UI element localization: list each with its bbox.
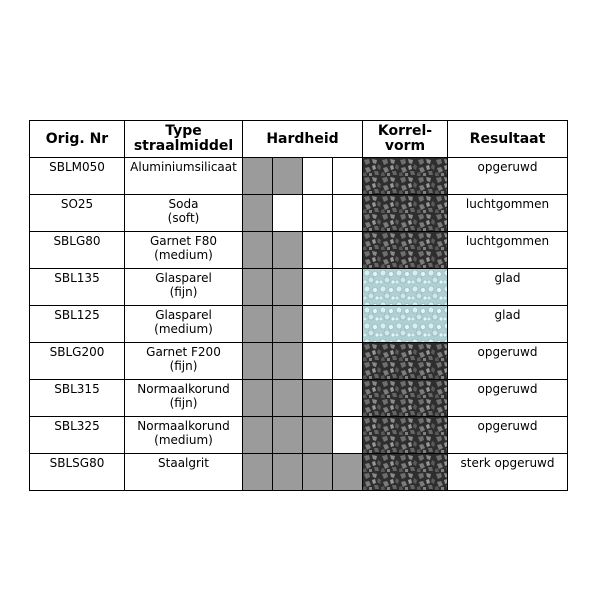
hardness-cell-2-filled — [273, 269, 303, 306]
hardness-cell-3-empty — [303, 343, 333, 380]
angular-grit-texture — [363, 417, 447, 453]
cell-type — [125, 158, 243, 195]
grain-shape-texture — [363, 454, 448, 491]
cell-type — [125, 417, 243, 454]
cell-resultaat: opgeruwd — [448, 380, 568, 417]
cell-type — [125, 195, 243, 232]
cell-type — [125, 454, 243, 491]
grain-shape-texture — [363, 232, 448, 269]
angular-grit-texture — [363, 454, 447, 490]
hardness-cell-1-filled — [243, 380, 273, 417]
blasting-media-table-wrap — [29, 120, 567, 491]
cell-type-grade: (fijn) — [169, 285, 198, 299]
cell-resultaat: luchtgommen — [448, 195, 568, 232]
cell-orig-nr: SBL325 — [30, 417, 125, 454]
cell-resultaat: sterk opgeruwd — [448, 454, 568, 491]
hardness-cell-3-empty — [303, 269, 333, 306]
blasting-media-table — [29, 120, 568, 491]
cell-type-grade: (fijn) — [169, 396, 198, 410]
hardness-cell-1-filled — [243, 195, 273, 232]
cell-type-name: Soda — [168, 197, 199, 211]
grain-shape-texture — [363, 417, 448, 454]
glass-bead-texture — [363, 269, 447, 305]
header-hardheid: Hardheid — [243, 121, 363, 158]
angular-grit-texture — [363, 158, 447, 194]
cell-type — [125, 232, 243, 269]
table-body — [30, 158, 568, 491]
cell-type-name: Glasparel — [155, 308, 212, 322]
hardness-cell-1-filled — [243, 343, 273, 380]
grain-shape-texture — [363, 158, 448, 195]
cell-resultaat: glad — [448, 269, 568, 306]
cell-type-name: Garnet F80 — [149, 234, 218, 248]
cell-type-name: Normaalkorund — [137, 419, 230, 433]
glass-bead-texture — [363, 306, 447, 342]
hardness-cell-3-filled — [303, 380, 333, 417]
hardness-cell-2-filled — [273, 380, 303, 417]
hardness-cell-2-empty — [273, 195, 303, 232]
cell-type — [125, 380, 243, 417]
grain-shape-texture — [363, 195, 448, 232]
table-row — [30, 380, 568, 417]
cell-orig-nr: SBLSG80 — [30, 454, 125, 491]
hardness-cell-2-filled — [273, 232, 303, 269]
cell-type-name: Normaalkorund — [137, 382, 230, 396]
hardness-cell-4-empty — [333, 269, 363, 306]
hardness-cell-2-filled — [273, 306, 303, 343]
angular-grit-texture — [363, 343, 447, 379]
hardness-cell-2-filled — [273, 343, 303, 380]
cell-type — [125, 306, 243, 343]
hardness-cell-3-empty — [303, 232, 333, 269]
cell-type-name: Aluminiumsilicaat — [130, 160, 237, 174]
grain-shape-texture — [363, 380, 448, 417]
header-korrelvorm — [363, 121, 448, 158]
cell-type-grade: (medium) — [154, 322, 213, 336]
header-type-line1: Type — [165, 123, 202, 139]
cell-orig-nr: SO25 — [30, 195, 125, 232]
hardness-cell-4-empty — [333, 306, 363, 343]
hardness-cell-1-filled — [243, 269, 273, 306]
hardness-cell-3-empty — [303, 306, 333, 343]
cell-resultaat: opgeruwd — [448, 417, 568, 454]
cell-orig-nr: SBLM050 — [30, 158, 125, 195]
cell-type-name: Garnet F200 — [146, 345, 221, 359]
header-row — [30, 121, 568, 158]
cell-type — [125, 269, 243, 306]
hardness-cell-3-empty — [303, 158, 333, 195]
grain-shape-texture — [363, 343, 448, 380]
hardness-cell-1-filled — [243, 454, 273, 491]
grain-shape-texture — [363, 306, 448, 343]
cell-type-grade: (fijn) — [169, 359, 198, 373]
cell-resultaat: opgeruwd — [448, 343, 568, 380]
table-row — [30, 195, 568, 232]
hardness-cell-4-empty — [333, 343, 363, 380]
table-row — [30, 306, 568, 343]
header-orig: Orig. Nr — [30, 121, 125, 158]
hardness-cell-4-filled — [333, 454, 363, 491]
angular-grit-texture — [363, 232, 447, 268]
table-row — [30, 269, 568, 306]
cell-resultaat: glad — [448, 306, 568, 343]
cell-resultaat: luchtgommen — [448, 232, 568, 269]
hardness-cell-4-empty — [333, 195, 363, 232]
cell-type-grade: (medium) — [154, 433, 213, 447]
table-row — [30, 343, 568, 380]
header-type-line2: straalmiddel — [133, 138, 234, 154]
hardness-cell-2-filled — [273, 158, 303, 195]
header-korrel-line2: vorm — [384, 138, 426, 154]
cell-orig-nr: SBLG200 — [30, 343, 125, 380]
cell-orig-nr: SBL315 — [30, 380, 125, 417]
cell-resultaat: opgeruwd — [448, 158, 568, 195]
hardness-cell-4-empty — [333, 158, 363, 195]
header-korrel-line1: Korrel- — [377, 123, 433, 139]
hardness-cell-1-filled — [243, 417, 273, 454]
hardness-cell-2-filled — [273, 417, 303, 454]
hardness-cell-1-filled — [243, 158, 273, 195]
table-row — [30, 232, 568, 269]
hardness-cell-3-empty — [303, 195, 333, 232]
hardness-cell-1-filled — [243, 306, 273, 343]
cell-type-name: Staalgrit — [158, 456, 209, 470]
hardness-cell-3-filled — [303, 454, 333, 491]
grain-shape-texture — [363, 269, 448, 306]
hardness-cell-4-empty — [333, 380, 363, 417]
header-resultaat: Resultaat — [448, 121, 568, 158]
hardness-cell-4-empty — [333, 232, 363, 269]
cell-orig-nr: SBLG80 — [30, 232, 125, 269]
table-row — [30, 158, 568, 195]
hardness-cell-1-filled — [243, 232, 273, 269]
cell-type-name: Glasparel — [155, 271, 212, 285]
angular-grit-texture — [363, 380, 447, 416]
angular-grit-texture — [363, 195, 447, 231]
header-type — [125, 121, 243, 158]
cell-orig-nr: SBL125 — [30, 306, 125, 343]
hardness-cell-4-empty — [333, 417, 363, 454]
table-row — [30, 454, 568, 491]
cell-orig-nr: SBL135 — [30, 269, 125, 306]
cell-type-grade: (soft) — [167, 211, 200, 225]
table-row — [30, 417, 568, 454]
hardness-cell-2-filled — [273, 454, 303, 491]
hardness-cell-3-filled — [303, 417, 333, 454]
cell-type — [125, 343, 243, 380]
cell-type-grade: (medium) — [154, 248, 213, 262]
